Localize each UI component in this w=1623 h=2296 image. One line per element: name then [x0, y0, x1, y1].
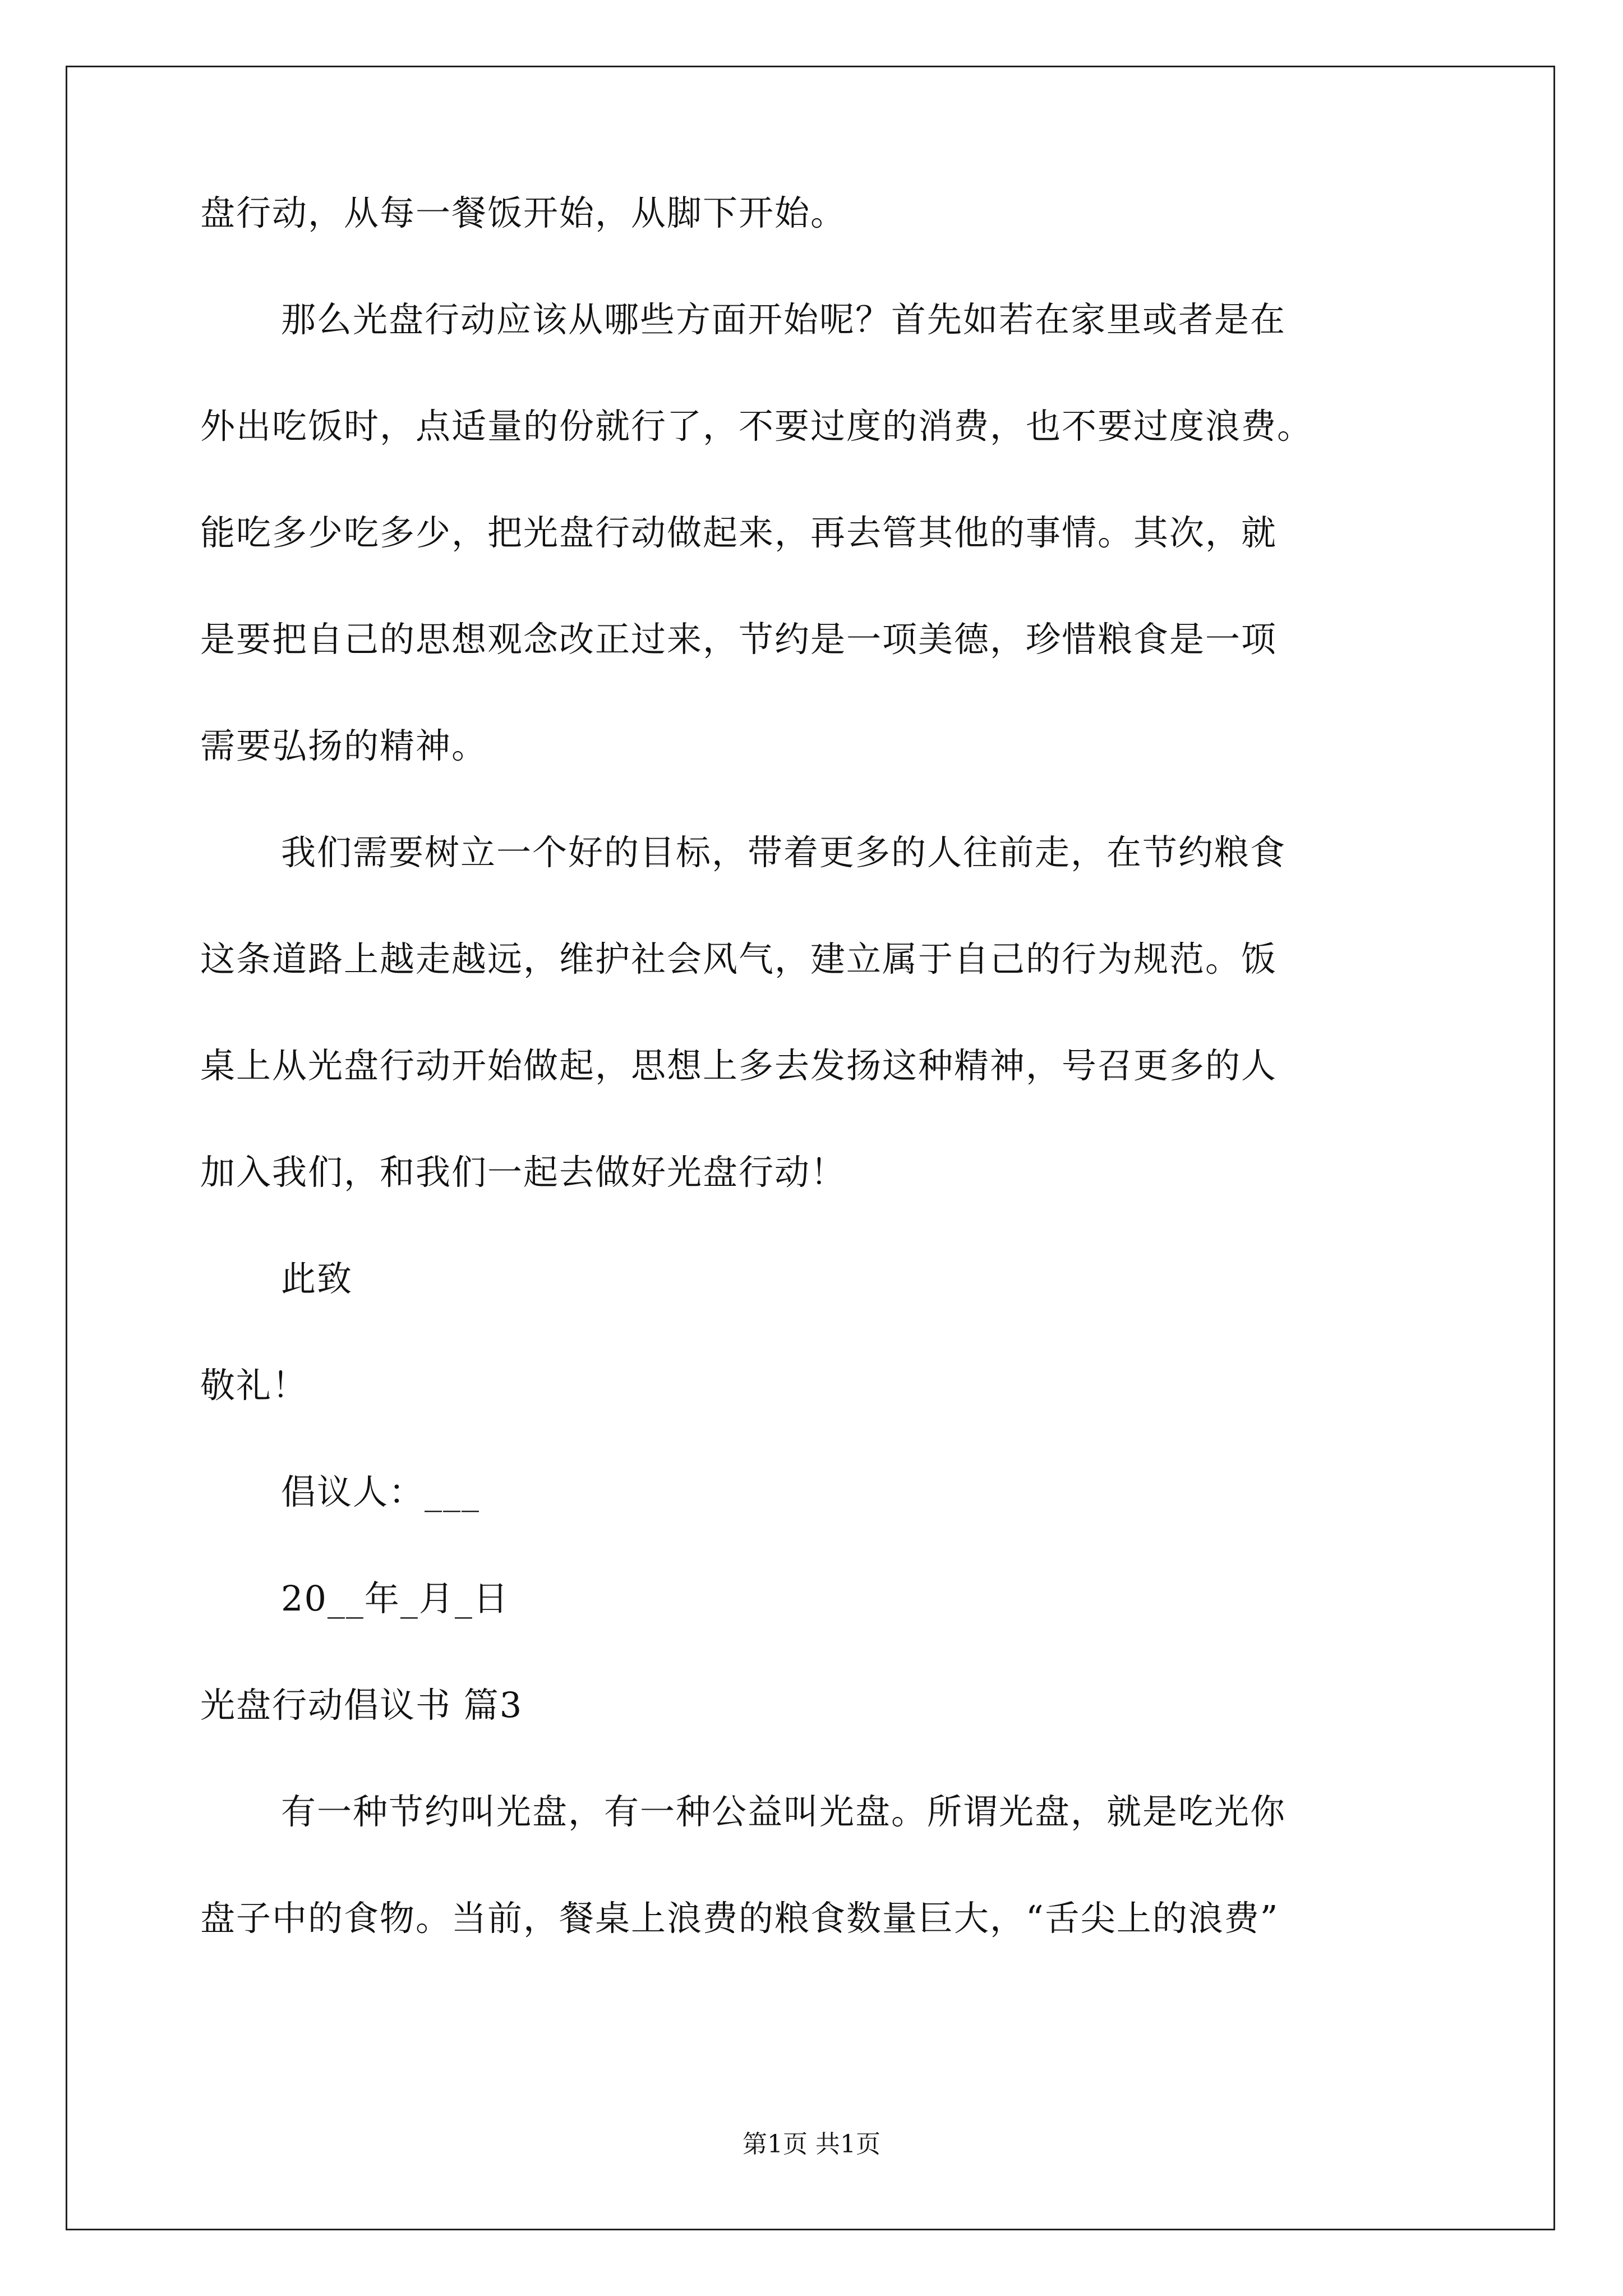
text-line: 需要弘扬的精神。 — [200, 725, 488, 766]
paragraph-start-line: 有一种节约叫光盘，有一种公益叫光盘。所谓光盘，就是吃光你 — [281, 1791, 1287, 1832]
date-line: 20__年_月_日 — [281, 1578, 509, 1619]
section-title: 光盘行动倡议书 篇3 — [200, 1685, 523, 1726]
text-line: 能吃多少吃多少，把光盘行动做起来，再去管其他的事情。其次，就 — [200, 512, 1278, 553]
paragraph-start-line: 我们需要树立一个好的目标，带着更多的人往前走，在节约粮食 — [281, 832, 1287, 873]
closing-salutation: 此致 — [281, 1258, 353, 1299]
text-line: 盘子中的食物。当前，餐桌上浪费的粮食数量巨大，“舌尖上的浪费” — [200, 1898, 1279, 1939]
signer-line: 倡议人：___ — [281, 1471, 481, 1512]
text-line: 外出吃饭时，点适量的份就行了，不要过度的消费，也不要过度浪费。 — [200, 406, 1313, 447]
closing-respect: 敬礼！ — [200, 1365, 308, 1406]
text-line: 是要把自己的思想观念改正过来，节约是一项美德，珍惜粮食是一项 — [200, 619, 1278, 660]
text-line: 桌上从光盘行动开始做起，思想上多去发扬这种精神，号召更多的人 — [200, 1045, 1278, 1086]
text-line: 这条道路上越走越远，维护社会风气，建立属于自己的行为规范。饭 — [200, 938, 1278, 979]
paragraph-start-line: 那么光盘行动应该从哪些方面开始呢？首先如若在家里或者是在 — [281, 299, 1287, 340]
text-line: 加入我们，和我们一起去做好光盘行动！ — [200, 1152, 847, 1193]
text-line: 盘行动，从每一餐饭开始，从脚下开始。 — [200, 192, 847, 233]
page-number-footer: 第1页 共1页 — [743, 2130, 880, 2159]
